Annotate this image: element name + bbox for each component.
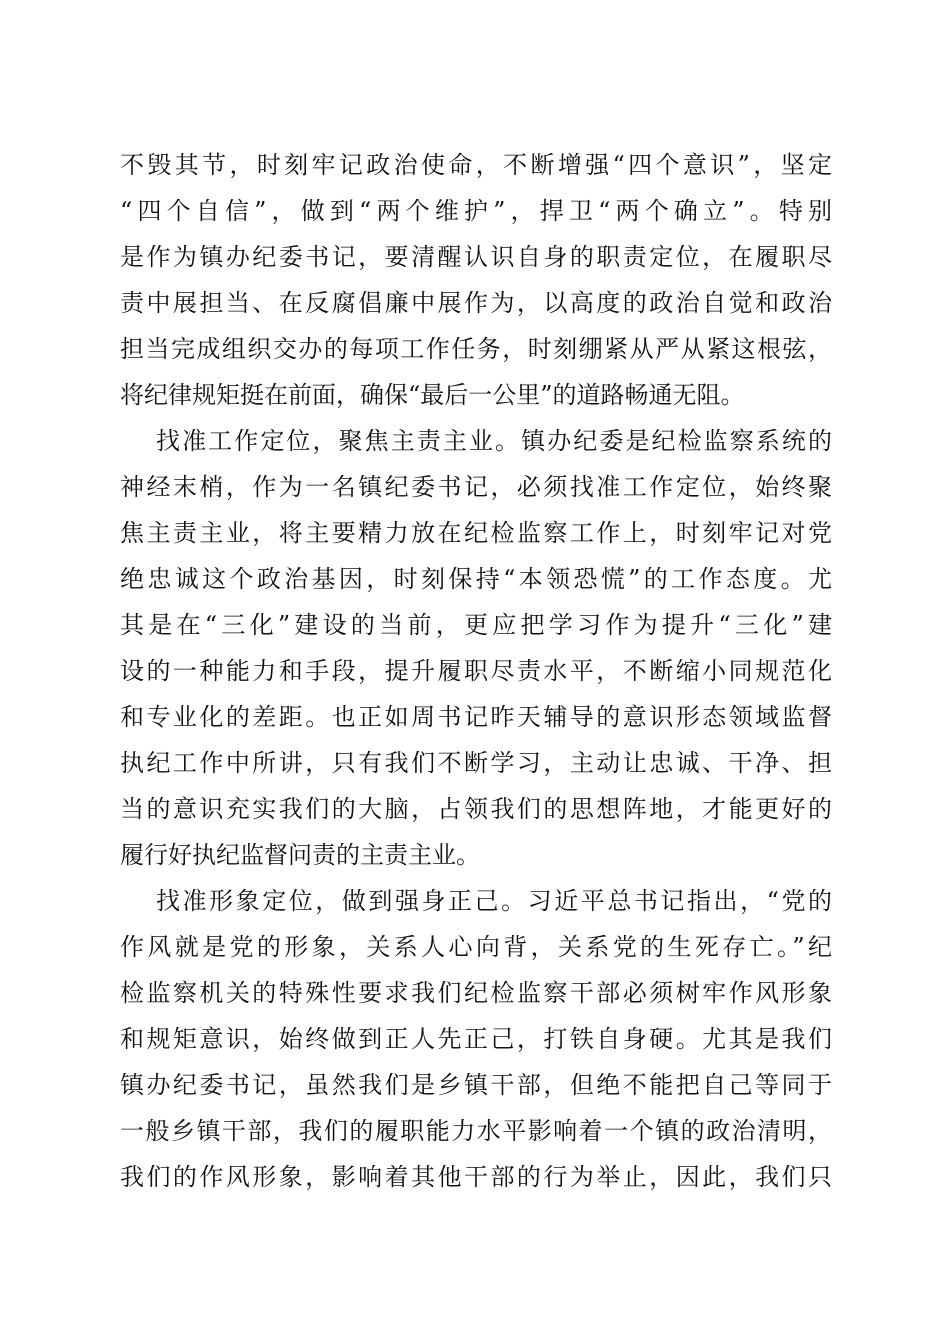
text-line: 绝忠诚这个政治基因，时刻保持“本领恐慌”的工作态度。尤 — [120, 565, 832, 593]
text-line: 和规矩意识，始终做到正人先正己，打铁自身硬。尤其是我们 — [120, 1025, 832, 1053]
text-line: 找准工作定位，聚焦主责主业。镇办纪委是纪检监察系统的 — [156, 427, 832, 455]
paragraph-1 — [120, 142, 832, 418]
text-line: 当的意识充实我们的大脑，占领我们的思想阵地，才能更好的 — [120, 795, 832, 823]
paragraph-2 — [120, 418, 832, 878]
text-line: 责中展担当、在反腐倡廉中展作为，以高度的政治自觉和政治 — [120, 289, 832, 317]
text-line: 担当完成组织交办的每项工作任务，时刻绷紧从严从紧这根弦， — [120, 335, 832, 363]
text-line: 和专业化的差距。也正如周书记昨天辅导的意识形态领域监督 — [120, 703, 832, 731]
text-line: 我们的作风形象，影响着其他干部的行为举止，因此，我们只 — [120, 1163, 832, 1191]
text-line: 焦主责主业，将主要精力放在纪检监察工作上，时刻牢记对党 — [120, 519, 832, 547]
text-line: 找准形象定位，做到强身正己。习近平总书记指出，“党的 — [156, 887, 832, 915]
text-line: 检监察机关的特殊性要求我们纪检监察干部必须树牢作风形象 — [120, 979, 832, 1007]
text-line: 神经末梢，作为一名镇纪委书记，必须找准工作定位，始终聚 — [120, 473, 832, 501]
text-line: “四个自信”，做到“两个维护”，捍卫“两个确立”。特别 — [120, 197, 832, 225]
text-line: 不毁其节，时刻牢记政治使命，不断增强“四个意识”，坚定 — [120, 151, 832, 179]
text-line: 作风就是党的形象，关系人心向背，关系党的生死存亡。”纪 — [120, 933, 832, 961]
paragraph-3 — [120, 878, 832, 1200]
document-body — [120, 142, 832, 1200]
text-line: 其是在“三化”建设的当前，更应把学习作为提升“三化”建 — [120, 611, 832, 639]
text-line: 履行好执纪监督问责的主责主业。 — [120, 841, 480, 869]
text-line: 设的一种能力和手段，提升履职尽责水平，不断缩小同规范化 — [120, 657, 832, 685]
text-line: 是作为镇办纪委书记，要清醒认识自身的职责定位，在履职尽 — [120, 243, 832, 271]
text-line: 将纪律规矩挺在前面，确保“最后一公里”的道路畅通无阻。 — [120, 381, 745, 409]
text-line: 执纪工作中所讲，只有我们不断学习，主动让忠诚、干净、担 — [120, 749, 832, 777]
text-line: 镇办纪委书记，虽然我们是乡镇干部，但绝不能把自己等同于 — [120, 1071, 832, 1099]
text-line: 一般乡镇干部，我们的履职能力水平影响着一个镇的政治清明， — [120, 1117, 832, 1145]
